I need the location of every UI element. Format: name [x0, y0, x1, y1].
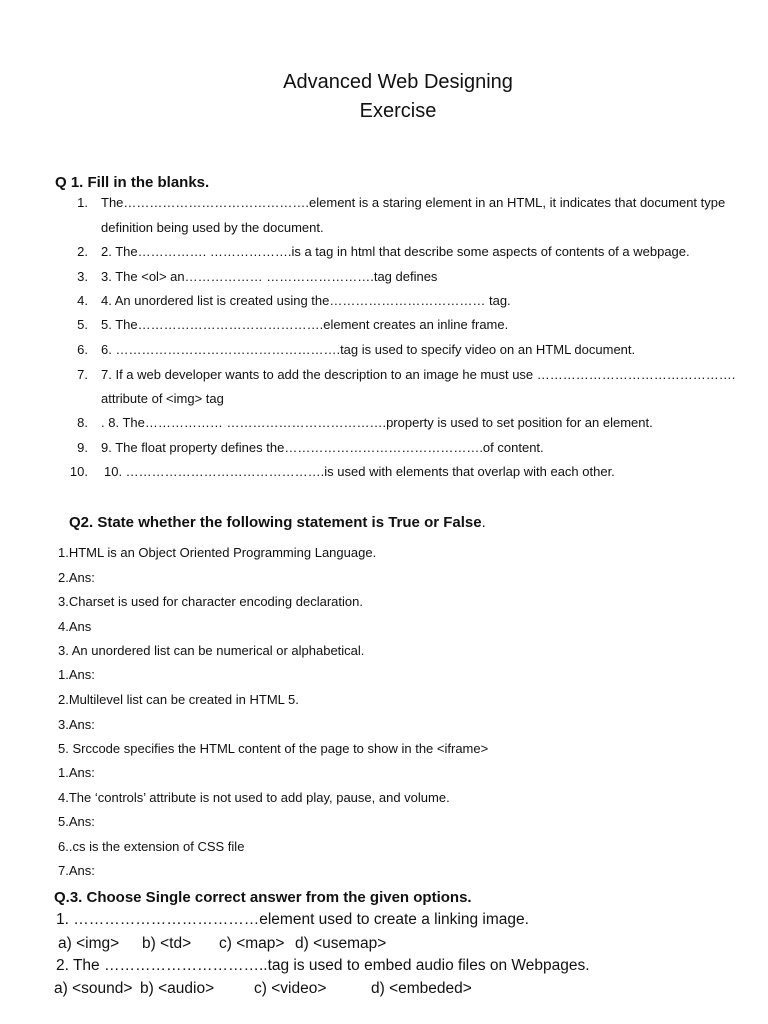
q2-line: 7.Ans:	[58, 863, 95, 878]
q1-item-number: 4.	[77, 293, 88, 308]
q2-line: 2.Ans:	[58, 570, 95, 585]
q2-heading-period: .	[481, 514, 486, 531]
q3-q1-option-c: c) <map>	[219, 935, 285, 952]
q1-item-number: 2.	[77, 244, 88, 259]
q1-item-number: 6.	[77, 342, 88, 357]
q2-line: 1.HTML is an Object Oriented Programming Language.	[58, 545, 377, 560]
q3-heading: Q.3. Choose Single correct answer from the given options.	[54, 889, 472, 906]
q1-item-7-continuation: attribute of <img> tag	[101, 391, 224, 406]
q1-item-text: 6. …………………………………………….tag is used to specify video on an HTML document.	[101, 342, 636, 357]
q2-line: 4.The ‘controls’ attribute is not used to add play, pause, and volume.	[58, 790, 450, 805]
q1-item-text: 9. The float property defines the……………………………………….of content.	[101, 440, 544, 455]
q1-item-text: 10. ……………………………………….is used with elements that overlap with each other.	[104, 464, 615, 479]
q3-question-2: 2. The …………………………..tag is used to embed audio files on Webpages.	[56, 957, 590, 974]
q3-q1-option-d: d) <usemap>	[295, 935, 387, 952]
q1-item-number: 10.	[69, 464, 88, 479]
q2-line: 2.Multilevel list can be created in HTML 5.	[58, 692, 299, 707]
q2-line: 3. An unordered list can be numerical or alphabetical.	[58, 643, 365, 658]
document-subtitle: Exercise	[359, 100, 437, 122]
q1-item-number: 5.	[77, 317, 88, 332]
q2-line: 3.Ans:	[58, 717, 95, 732]
q2-line: 1.Ans:	[58, 765, 95, 780]
q3-q2-option-d: d) <embeded>	[371, 980, 472, 997]
q2-line: 1.Ans:	[58, 667, 95, 682]
q1-item-number: 1.	[77, 195, 88, 210]
q1-item-text: 5. The…………………………………….element creates an inline frame.	[101, 317, 509, 332]
q1-item-text: 3. The <ol> an……………… …………………….tag defines	[101, 269, 438, 284]
q2-line: 5. Srccode specifies the HTML content of the page to show in the <iframe>	[58, 741, 489, 756]
q1-item-text: 7. If a web developer wants to add the description to an image he must use ……………………………………….	[101, 367, 736, 382]
q1-item-number: 3.	[77, 269, 88, 284]
q1-heading: Q 1. Fill in the blanks.	[55, 174, 210, 191]
q3-q1-option-b: b) <td>	[142, 935, 192, 952]
q3-q2-option-c: c) <video>	[254, 980, 327, 997]
q1-item-number: 8.	[77, 415, 88, 430]
q1-item-text: 2. The……………. ……………….is a tag in html that describe some aspects of contents of a webpage.	[101, 244, 690, 259]
q2-heading	[69, 514, 486, 531]
q3-question-1: 1. ………………………………element used to create a linking image.	[56, 911, 529, 928]
q3-q1-option-a: a) <img>	[58, 935, 120, 952]
q3-q2-option-a: a) <sound>	[54, 980, 133, 997]
q2-line: 6..cs is the extension of CSS file	[58, 839, 245, 854]
q1-item-text: . 8. The……………… ……………………………….property is used to set position for an element.	[101, 415, 653, 430]
q1-item-text: 4. An unordered list is created using the……………………………… tag.	[101, 293, 511, 308]
q1-item-text: The…………………………………….element is a staring element in an HTML, it indicates that document type	[101, 195, 726, 210]
q2-line: 3.Charset is used for character encoding declaration.	[58, 594, 363, 609]
q2-line: 5.Ans:	[58, 814, 95, 829]
q2-heading-text: Q2. State whether the following statement is True or False	[69, 514, 482, 531]
q1-item-1-continuation: definition being used by the document.	[101, 220, 324, 235]
document-title: Advanced Web Designing	[283, 71, 513, 93]
q2-line: 4.Ans	[58, 619, 92, 634]
q3-q2-option-b: b) <audio>	[140, 980, 215, 997]
q1-item-number: 7.	[77, 367, 88, 382]
q1-item-number: 9.	[77, 440, 88, 455]
